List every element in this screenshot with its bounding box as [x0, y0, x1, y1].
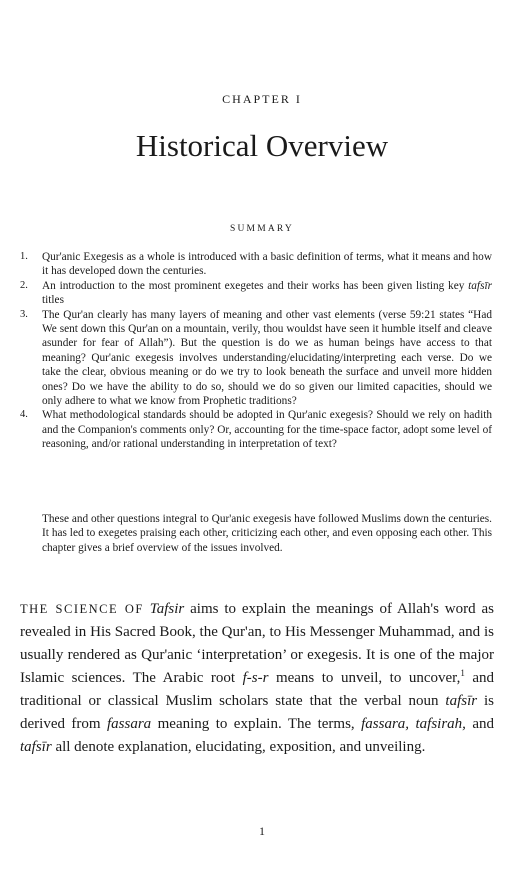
summary-list [20, 250, 492, 452]
term-tafsir-list: tafsīr [20, 739, 52, 755]
summary-item-text-part: titles [42, 294, 64, 307]
summary-item-text-part: An introduction to the most prominent exegetes and their works has been given listing key [42, 279, 469, 292]
body-text: means to unveil, to uncover, [268, 670, 461, 686]
body-text: meaning to explain. The terms, [151, 716, 362, 732]
body-text: is derived from [20, 693, 494, 732]
summary-item [20, 250, 492, 279]
summary-item-number: 1. [20, 251, 28, 262]
summary-item-text [42, 279, 492, 308]
summary-item-number: 4. [20, 409, 28, 421]
body-paragraph [20, 598, 494, 759]
body-text: and traditional or classical Muslim scholars state that the verbal noun [20, 670, 494, 709]
term-fassara: fassara [107, 716, 152, 732]
footnote-marker[interactable]: 1 [460, 668, 465, 678]
summary-item [20, 408, 492, 451]
summary-closing: These and other questions integral to Qur'anic exegesis have followed Muslims down the centuries. It has led to exegetes praising each other, criticizing each other, and even opposing each other. This chapter gives a brief overview of the issues involved. [42, 513, 492, 554]
term-tafsirah: tafsirah, [415, 716, 466, 732]
summary-item-text: What methodological standards should be adopted in Qur'anic exegesis? Should we rely on hadith and the Companion's comments only? Or, accounting for the time-space factor, adopt some level of reasoning, and/or rational understanding in interpretation of text? [42, 409, 492, 451]
term-tafsir: Tafsir [149, 601, 185, 617]
chapter-label: CHAPTER I [222, 92, 302, 106]
body-text: aims to explain the meanings of Allah's word as revealed in His Sacred Book, the Qur'an, to His Messenger Muhammad, and is usually rendered as Qur'anic ‘interpretation’ or exegesis. It is one of the major Islamic sciences. The Arabic root [20, 601, 494, 686]
summary-item [20, 279, 492, 308]
chapter-title: Historical Overview [135, 128, 389, 163]
summary-item-text: Qur'anic Exegesis as a whole is introduced with a basic definition of terms, what it means and how it has developed down the centuries. [42, 251, 492, 278]
summary-item-number: 3. [20, 308, 28, 320]
lead-in-smallcaps: THE SCIENCE OF [20, 602, 144, 616]
term-root: f-s-r [242, 670, 269, 686]
page-number: 1 [259, 824, 265, 838]
term-fassara-list: fassara, [361, 716, 410, 732]
summary-item-text: The Qur'an clearly has many layers of meaning and other vast elements (verse 59:21 states “Had We sent down this Qur'an on a mountain, verily, thou wouldst have seen it humble itself and cleave asunder for fear of Allah”). But the question is do we as human beings have access to that meaning? Qur'anic exegesis involves understanding/elucidating/interpreting each verse. Do we take the clear, obvious meaning or do we try to look beneath the surface and unveil more hidden ones? Do we have the ability to do so, should we do so given our limited capacities, should we only adhere to what we know from Prophetic traditions? [42, 308, 492, 408]
summary-item-number: 2. [20, 279, 28, 291]
body-text: all denote explanation, elucidating, exposition, and unveiling. [51, 739, 426, 755]
term-tafsir-noun: tafsīr [445, 693, 478, 709]
summary-item-italic: tafsīr [468, 279, 492, 292]
summary-item [20, 308, 492, 409]
summary-heading: SUMMARY [230, 224, 294, 234]
body-text: and [465, 716, 495, 732]
